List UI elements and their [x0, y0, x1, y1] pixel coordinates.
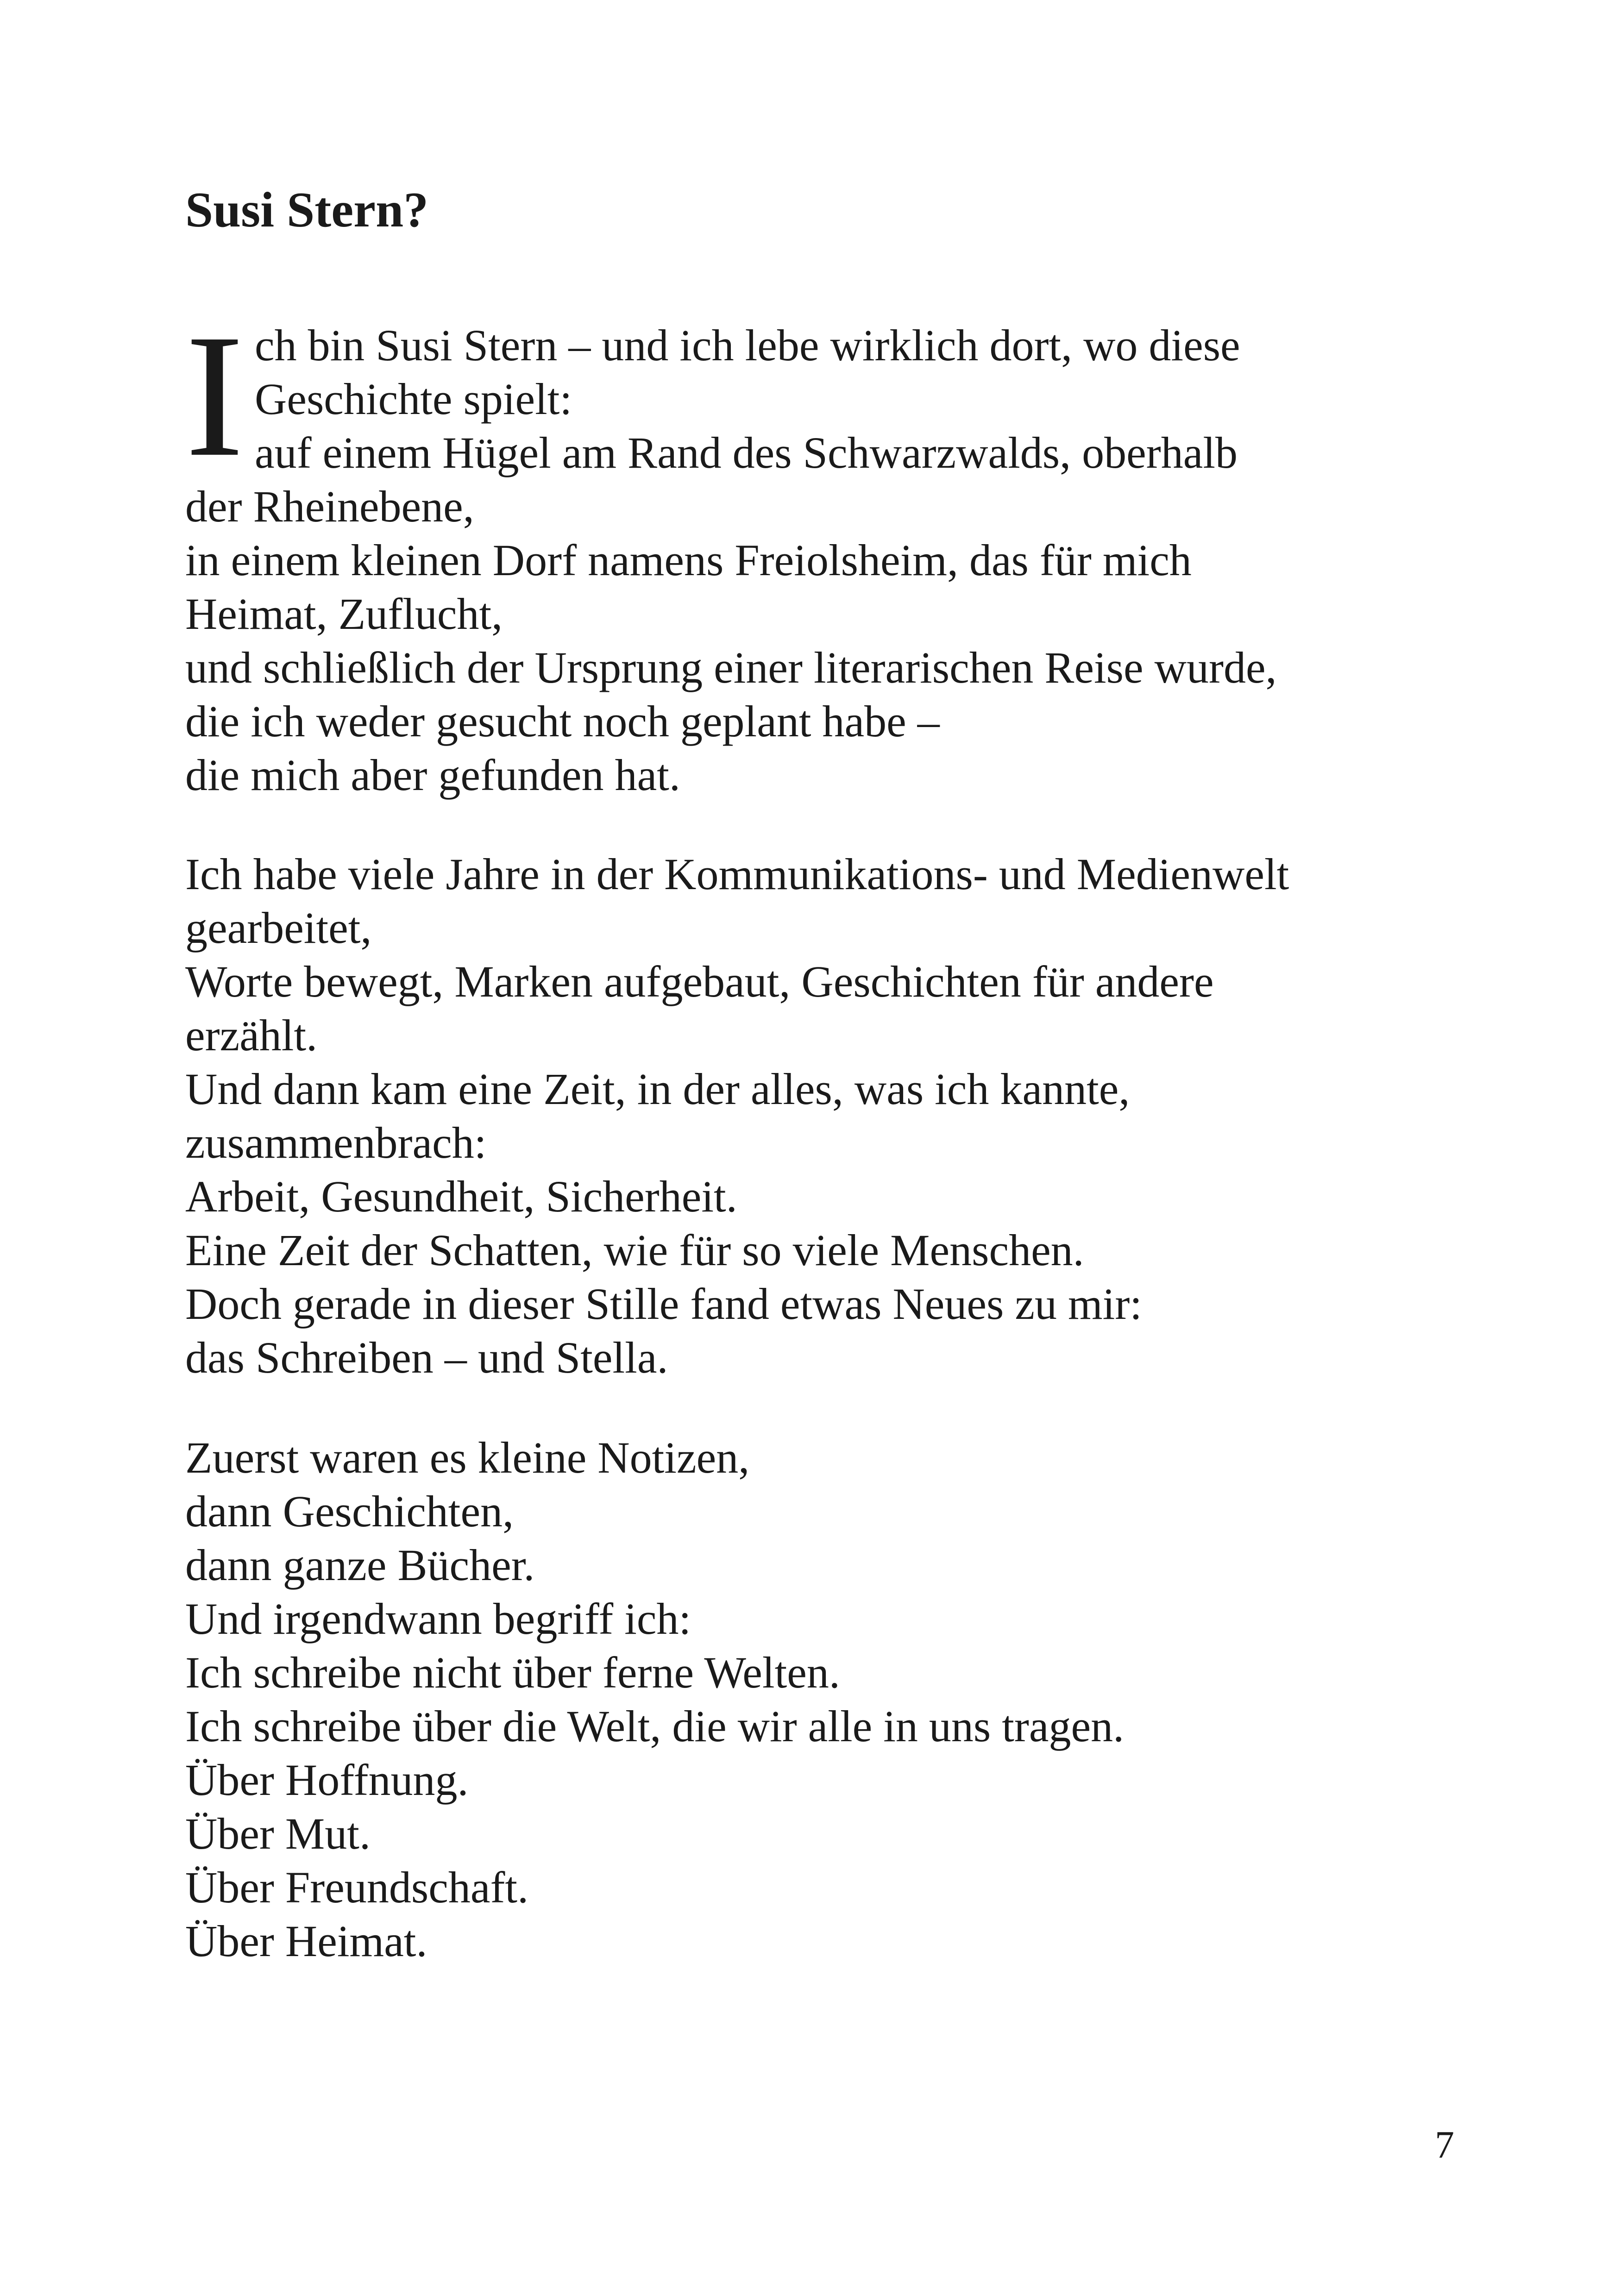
- paragraph-1: [185, 298, 1464, 802]
- paragraph-3: [185, 1431, 1464, 1968]
- text-line: ch bin Susi Stern – und ich lebe wirklich dort, wo diese: [255, 320, 1240, 370]
- text-line: Arbeit, Gesundheit, Sicherheit.: [185, 1172, 737, 1221]
- text-line: dann Geschichten,: [185, 1487, 514, 1536]
- text-line: und schließlich der Ursprung einer literarischen Reise wurde,: [185, 643, 1277, 692]
- text-line: Und dann kam eine Zeit, in der alles, was ich kannte,: [185, 1064, 1130, 1114]
- drop-cap: I: [185, 298, 244, 493]
- text-line: Eine Zeit der Schatten, wie für so viele Menschen.: [185, 1225, 1084, 1275]
- text-line: Heimat, Zuflucht,: [185, 589, 503, 639]
- text-line: Über Freundschaft.: [185, 1863, 529, 1912]
- text-line: dann ganze Bücher.: [185, 1540, 535, 1590]
- text-line: zusammenbrach:: [185, 1118, 487, 1167]
- text-line: Ich schreibe über die Welt, die wir alle in uns tragen.: [185, 1701, 1125, 1751]
- text-line: der Rheinebene,: [185, 482, 474, 531]
- text-line: Über Heimat.: [185, 1916, 427, 1966]
- text-line: erzählt.: [185, 1010, 318, 1060]
- text-line: Zuerst waren es kleine Notizen,: [185, 1433, 750, 1482]
- text-line: das Schreiben – und Stella.: [185, 1333, 668, 1382]
- text-line: Geschichte spielt:: [255, 374, 572, 424]
- text-line: in einem kleinen Dorf namens Freiolsheim, das für mich: [185, 535, 1192, 585]
- text-line: auf einem Hügel am Rand des Schwarzwalds, oberhalb: [255, 428, 1238, 477]
- text-line: Ich habe viele Jahre in der Kommunikations- und Medienwelt: [185, 849, 1289, 899]
- page-number: 7: [1435, 2123, 1454, 2166]
- text-line: Worte bewegt, Marken aufgebaut, Geschichten für andere: [185, 957, 1214, 1006]
- chapter-title: Susi Stern?: [185, 182, 429, 238]
- text-line: Doch gerade in dieser Stille fand etwas Neues zu mir:: [185, 1279, 1142, 1329]
- text-line: Ich schreibe nicht über ferne Welten.: [185, 1648, 840, 1697]
- paragraph-2: [185, 847, 1464, 1385]
- text-line: Und irgendwann begriff ich:: [185, 1594, 691, 1644]
- text-line: gearbeitet,: [185, 903, 372, 953]
- text-line: Über Mut.: [185, 1809, 371, 1858]
- text-line: Über Hoffnung.: [185, 1755, 469, 1805]
- text-line: die mich aber gefunden hat.: [185, 750, 680, 800]
- text-line: die ich weder gesucht noch geplant habe –: [185, 696, 940, 746]
